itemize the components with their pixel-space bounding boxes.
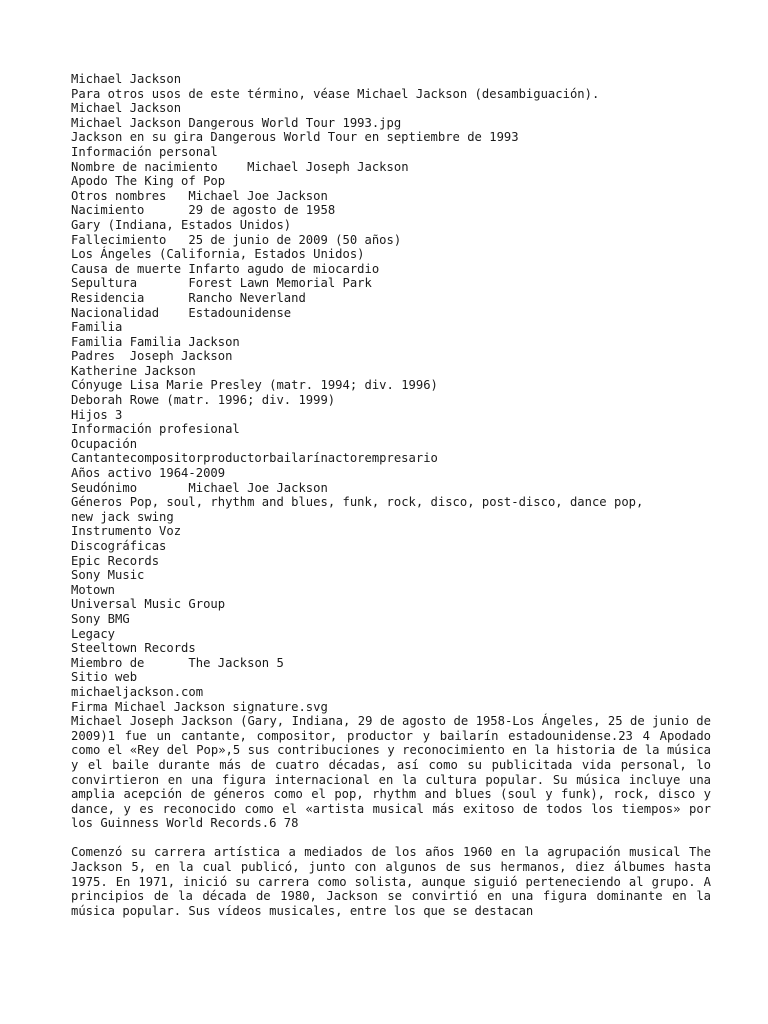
label-item: Steeltown Records	[71, 641, 196, 656]
spouse-row: Cónyuge Lisa Marie Presley (matr. 1994; div. 1996)	[71, 378, 438, 393]
label-item: Universal Music Group	[71, 597, 226, 612]
website-label: Sitio web	[71, 670, 138, 685]
residence-row: Residencia Rancho Neverland	[71, 290, 306, 305]
disambiguation-note: Para otros usos de este término, véase Michael Jackson (desambiguación).	[71, 86, 600, 101]
document-page	[71, 72, 719, 918]
instrument-row: Instrumento Voz	[71, 524, 182, 539]
birth-place: Gary (Indiana, Estados Unidos)	[71, 217, 292, 232]
spouse-second: Deborah Rowe (matr. 1996; div. 1999)	[71, 393, 336, 408]
label-item: Legacy	[71, 626, 116, 641]
death-place: Los Ángeles (California, Estados Unidos)	[71, 247, 365, 262]
burial-row: Sepultura Forest Lawn Memorial Park	[71, 276, 372, 291]
label-item: Sony Music	[71, 568, 145, 583]
career-paragraph: Comenzó su carrera artística a mediados de los años 1960 en la agrupación musical The Jackson 5, en la cual publicó, junto con algunos de sus hermanos, diez álbumes hasta 1975. En 1971, inició su carrera como solista, aunque siguió perteneciendo al grupo. A principios de la década de 1980, Jackson se convirtió en una figura dominante en la música popular. Sus vídeos musicales, entre los que se destacan	[71, 845, 719, 918]
label-item: Motown	[71, 582, 116, 597]
intro-paragraph: Michael Joseph Jackson (Gary, Indiana, 29 de agosto de 1958-Los Ángeles, 25 de junio de 2009)1 fue un cantante, compositor, productor y bailarín estadounidense.23 4 Apodado como el «Rey del Pop»,5 sus contribuciones y reconocimiento en la historia de la música y el baile durante más de cuatro décadas, así como su publicitada vida personal, lo convirtieron en una figura internacional en la cultura popular. Su música incluye una amplia acepción de géneros como el pop, rhythm and blues (soul y funk), rock, disco y dance, y es reconocido como el «artista musical más exitoso de todos los tiempos» por los Guinness World Records.6 78	[71, 714, 719, 831]
death-row: Fallecimiento 25 de junio de 2009 (50 años)	[71, 232, 402, 247]
parent-mother: Katherine Jackson	[71, 363, 196, 378]
birth-name-row: Nombre de nacimiento Michael Joseph Jackson	[71, 159, 409, 174]
genres-continued: new jack swing	[71, 509, 174, 524]
section-family: Familia	[71, 320, 123, 335]
doc-title: Michael Jackson	[71, 72, 182, 86]
genres-row: Géneros Pop, soul, rhythm and blues, funk, rock, disco, post-disco, dance pop,	[71, 495, 644, 510]
member-of-row: Miembro de The Jackson 5	[71, 655, 284, 670]
pseudonym-row: Seudónimo Michael Joe Jackson	[71, 480, 328, 495]
occupation-value: Cantantecompositorproductorbailarínactorempresario	[71, 451, 438, 466]
section-personal-info: Información personal	[71, 144, 218, 159]
image-filename: Michael Jackson Dangerous World Tour 1993.jpg	[71, 115, 402, 130]
birth-row: Nacimiento 29 de agosto de 1958	[71, 203, 336, 218]
paragraph-spacer	[71, 831, 711, 846]
label-item: Epic Records	[71, 553, 160, 568]
infobox-title: Michael Jackson	[71, 101, 182, 116]
labels-heading: Discográficas	[71, 539, 167, 553]
section-professional-info: Información profesional	[71, 422, 240, 437]
cause-of-death-row: Causa de muerte Infarto agudo de miocardio	[71, 261, 380, 276]
other-names-row: Otros nombres Michael Joe Jackson	[71, 188, 328, 203]
nationality-row: Nacionalidad Estadounidense	[71, 305, 292, 320]
signature-row: Firma Michael Jackson signature.svg	[71, 699, 328, 714]
occupation-label: Ocupación	[71, 436, 138, 451]
parents-row: Padres Joseph Jackson	[71, 349, 233, 364]
years-active-row: Años activo 1964-2009	[71, 466, 226, 481]
label-item: Sony BMG	[71, 611, 130, 626]
image-caption: Jackson en su gira Dangerous World Tour en septiembre de 1993	[71, 130, 519, 145]
website-link[interactable]: michaeljackson.com	[71, 684, 204, 699]
nickname-row: Apodo The King of Pop	[71, 174, 226, 189]
children-row: Hijos 3	[71, 407, 123, 422]
family-row: Familia Familia Jackson	[71, 334, 240, 349]
